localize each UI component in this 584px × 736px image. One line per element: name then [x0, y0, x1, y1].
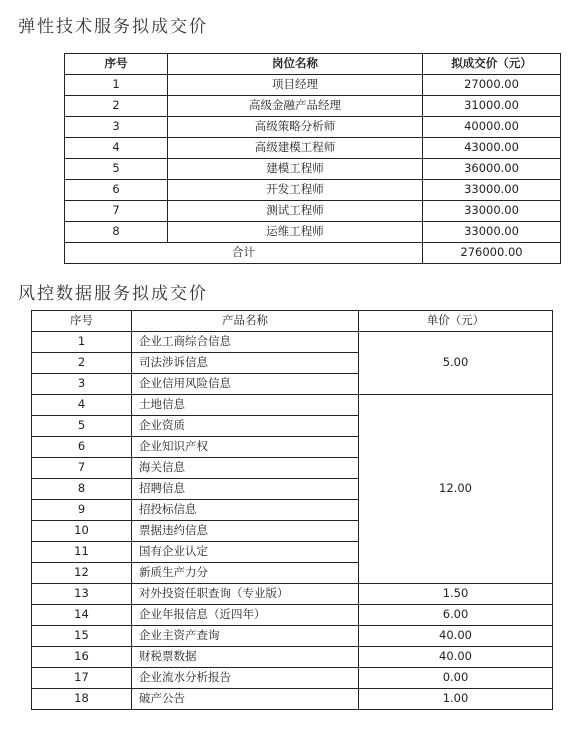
row-price: 43000.00 [423, 138, 561, 159]
row-price: 40.00 [359, 626, 553, 647]
total-value: 276000.00 [423, 243, 561, 264]
row-no: 7 [32, 458, 132, 479]
row-name: 建模工程师 [168, 159, 423, 180]
row-price: 33000.00 [423, 201, 561, 222]
section1-title: 弹性技术服务拟成交价 [18, 17, 208, 37]
table-row [32, 689, 553, 710]
row-no: 1 [65, 75, 168, 96]
row-name: 海关信息 [132, 458, 359, 479]
row-name: 高级建模工程师 [168, 138, 423, 159]
total-row [65, 243, 561, 264]
row-no: 4 [65, 138, 168, 159]
table-row [32, 668, 553, 689]
table-row [65, 138, 561, 159]
row-no: 17 [32, 668, 132, 689]
row-price: 40000.00 [423, 117, 561, 138]
row-name: 开发工程师 [168, 180, 423, 201]
table-row [32, 395, 553, 416]
table-row [65, 117, 561, 138]
header-name: 岗位名称 [168, 54, 423, 75]
row-price: 27000.00 [423, 75, 561, 96]
header-no: 序号 [65, 54, 168, 75]
row-no: 2 [32, 353, 132, 374]
table-header-row [32, 311, 553, 332]
total-label: 合计 [65, 243, 423, 264]
row-name: 企业资质 [132, 416, 359, 437]
row-no: 7 [65, 201, 168, 222]
row-no: 5 [32, 416, 132, 437]
row-no: 3 [32, 374, 132, 395]
table-row [32, 647, 553, 668]
table-row [65, 201, 561, 222]
table-row [65, 159, 561, 180]
group-price: 5.00 [359, 332, 553, 395]
table-row [65, 222, 561, 243]
row-price: 1.50 [359, 584, 553, 605]
row-price: 1.00 [359, 689, 553, 710]
row-no: 13 [32, 584, 132, 605]
row-name: 企业流水分析报告 [132, 668, 359, 689]
row-name: 招投标信息 [132, 500, 359, 521]
row-price: 33000.00 [423, 180, 561, 201]
row-price: 31000.00 [423, 96, 561, 117]
row-name: 运维工程师 [168, 222, 423, 243]
row-price: 40.00 [359, 647, 553, 668]
row-name: 测试工程师 [168, 201, 423, 222]
header-price: 拟成交价（元） [423, 54, 561, 75]
table-row [32, 605, 553, 626]
row-name: 企业年报信息（近四年） [132, 605, 359, 626]
row-name: 招聘信息 [132, 479, 359, 500]
row-name: 票据违约信息 [132, 521, 359, 542]
row-name: 高级策略分析师 [168, 117, 423, 138]
row-name: 国有企业认定 [132, 542, 359, 563]
row-no: 16 [32, 647, 132, 668]
row-no: 9 [32, 500, 132, 521]
row-name: 高级金融产品经理 [168, 96, 423, 117]
table-row [32, 332, 553, 353]
row-name: 司法涉诉信息 [132, 353, 359, 374]
row-no: 6 [65, 180, 168, 201]
job-price-table [64, 53, 561, 264]
section2-title: 风控数据服务拟成交价 [18, 284, 208, 304]
row-no: 12 [32, 563, 132, 584]
row-no: 8 [32, 479, 132, 500]
table-row [32, 626, 553, 647]
row-no: 8 [65, 222, 168, 243]
row-no: 14 [32, 605, 132, 626]
table-row [32, 584, 553, 605]
row-no: 15 [32, 626, 132, 647]
table-row [65, 96, 561, 117]
row-price: 36000.00 [423, 159, 561, 180]
row-name: 企业主资产查询 [132, 626, 359, 647]
row-no: 4 [32, 395, 132, 416]
table-header-row [65, 54, 561, 75]
row-name: 破产公告 [132, 689, 359, 710]
data-price-table [31, 310, 553, 710]
row-name: 企业知识产权 [132, 437, 359, 458]
row-no: 3 [65, 117, 168, 138]
row-name: 新质生产力分 [132, 563, 359, 584]
row-name: 土地信息 [132, 395, 359, 416]
row-no: 18 [32, 689, 132, 710]
row-price: 33000.00 [423, 222, 561, 243]
row-name: 企业工商综合信息 [132, 332, 359, 353]
row-name: 财税票数据 [132, 647, 359, 668]
row-no: 5 [65, 159, 168, 180]
header-price: 单价（元） [359, 311, 553, 332]
row-name: 对外投资任职查询（专业版） [132, 584, 359, 605]
row-no: 6 [32, 437, 132, 458]
row-no: 10 [32, 521, 132, 542]
header-no: 序号 [32, 311, 132, 332]
row-no: 2 [65, 96, 168, 117]
row-price: 6.00 [359, 605, 553, 626]
row-no: 1 [32, 332, 132, 353]
row-name: 项目经理 [168, 75, 423, 96]
row-price: 0.00 [359, 668, 553, 689]
group-price: 12.00 [359, 395, 553, 584]
table-row [65, 75, 561, 96]
header-name: 产品名称 [132, 311, 359, 332]
row-name: 企业信用风险信息 [132, 374, 359, 395]
row-no: 11 [32, 542, 132, 563]
table-row [65, 180, 561, 201]
